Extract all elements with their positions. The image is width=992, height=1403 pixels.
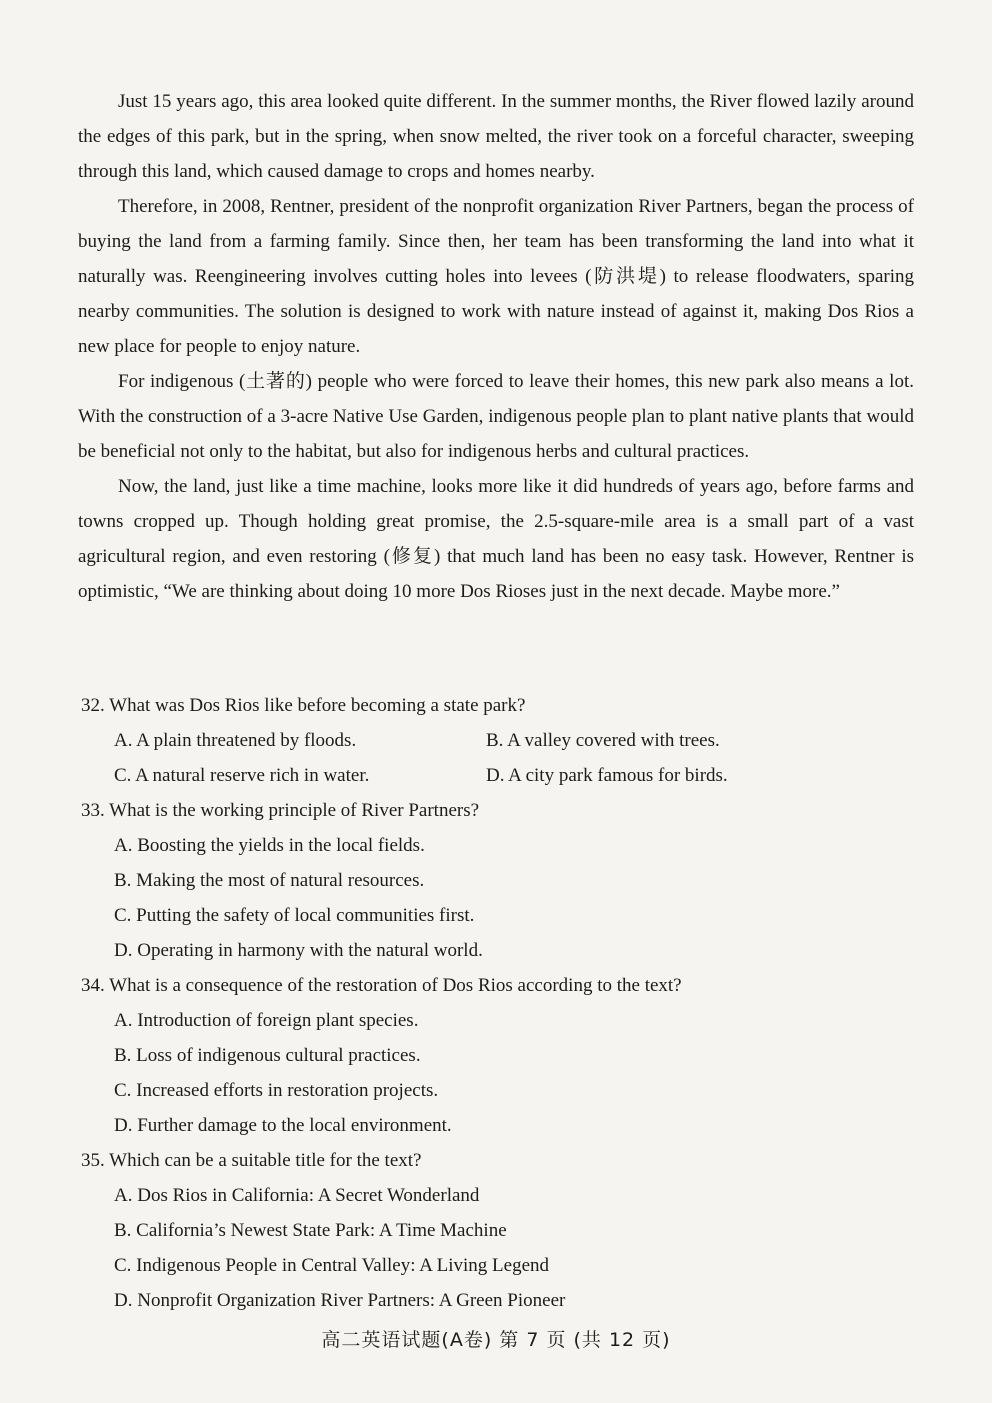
passage-paragraph-3: For indigenous (土著的) people who were forced to leave their homes, this new park also means a lot. With the construction of a 3-acre Native Use Garden, indigenous people plan to plant native plants that would be beneficial not only to the habitat, but also for indigenous herbs and cultural practices.: [78, 371, 914, 462]
option-a: A. Dos Rios in California: A Secret Wonderland: [114, 1185, 480, 1206]
option-d: D. Operating in harmony with the natural world.: [114, 940, 483, 961]
option-a: A. A plain threatened by floods.: [114, 730, 357, 751]
option-d: D. Nonprofit Organization River Partners: A Green Pioneer: [114, 1290, 566, 1311]
question-list: [81, 688, 921, 1318]
option-a: A. Boosting the yields in the local fields.: [114, 835, 425, 856]
option-d: D. Further damage to the local environment.: [114, 1115, 452, 1136]
option-b: B. Loss of indigenous cultural practices.: [114, 1045, 421, 1066]
question-32: [81, 688, 921, 793]
question-35: [81, 1143, 921, 1318]
question-33: [81, 793, 921, 968]
option-b: B. California’s Newest State Park: A Time Machine: [114, 1220, 507, 1241]
answer-options: [81, 723, 921, 793]
option-c: C. Putting the safety of local communities first.: [114, 905, 475, 926]
question-stem: 33. What is the working principle of River Partners?: [81, 800, 480, 821]
question-stem: 34. What is a consequence of the restoration of Dos Rios according to the text?: [81, 975, 682, 996]
passage-paragraph-1: Just 15 years ago, this area looked quite different. In the summer months, the River flowed lazily around the edges of this park, but in the spring, when snow melted, the river took on a forceful character, sweeping through this land, which caused damage to crops and homes nearby.: [78, 91, 914, 182]
option-a: A. Introduction of foreign plant species.: [114, 1010, 419, 1031]
answer-options: [81, 1178, 921, 1318]
option-b: B. Making the most of natural resources.: [114, 870, 425, 891]
option-d: D. A city park famous for birds.: [486, 765, 728, 786]
option-c: C. A natural reserve rich in water.: [114, 765, 370, 786]
answer-options: [81, 828, 921, 968]
page-footer: 高二英语试题(A卷) 第 7 页 (共 12 页): [321, 1329, 671, 1351]
passage-paragraph-4: Now, the land, just like a time machine, looks more like it did hundreds of years ago, before farms and towns cropped up. Though holding great promise, the 2.5-square-mile area is a small part of a vast agricultural region, and even restoring (修复) that much land has been no easy task. However, Rentner is optimistic, “We are thinking about doing 10 more Dos Rioses just in the next decade. Maybe more.”: [78, 476, 914, 602]
question-34: [81, 968, 921, 1143]
option-c: C. Indigenous People in Central Valley: A Living Legend: [114, 1255, 550, 1276]
passage-paragraph-2: Therefore, in 2008, Rentner, president of the nonprofit organization River Partners, began the process of buying the land from a farming family. Since then, her team has been transforming the land into what it naturally was. Reengineering involves cutting holes into levees (防洪堤) to release floodwaters, sparing nearby communities. The solution is designed to work with nature instead of against it, making Dos Rios a new place for people to enjoy nature.: [78, 196, 914, 357]
reading-passage: [78, 84, 914, 609]
option-b: B. A valley covered with trees.: [486, 730, 720, 751]
answer-options: [81, 1003, 921, 1143]
option-c: C. Increased efforts in restoration projects.: [114, 1080, 439, 1101]
question-stem: 35. Which can be a suitable title for the text?: [81, 1150, 422, 1171]
question-stem: 32. What was Dos Rios like before becoming a state park?: [81, 695, 526, 716]
